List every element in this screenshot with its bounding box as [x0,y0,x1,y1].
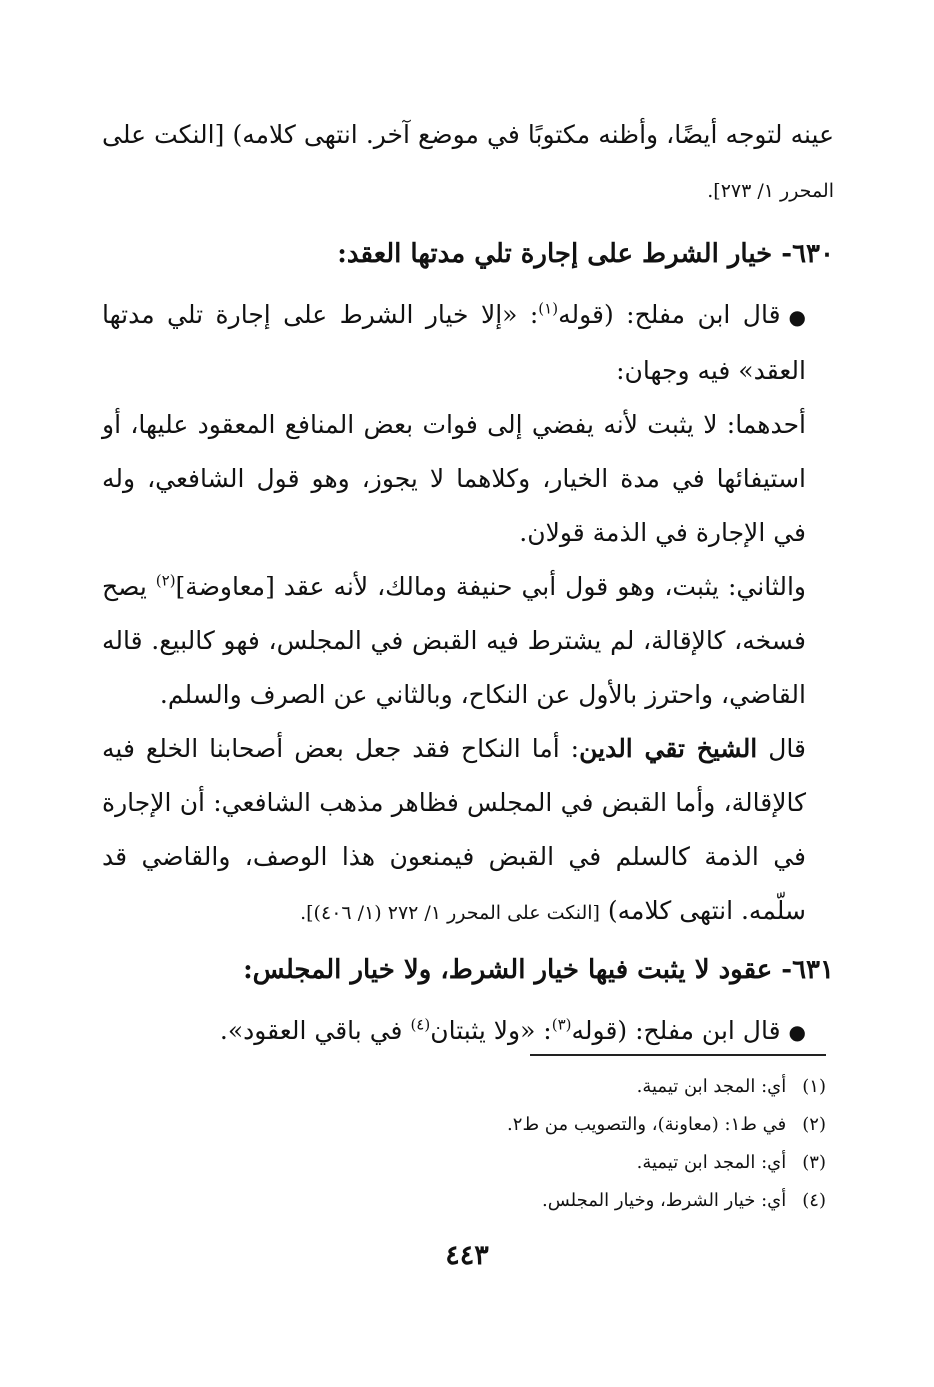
footnote-item [226,1106,826,1144]
footnote-number: (١) [802,1076,826,1097]
bullet-icon: ● [788,1020,806,1044]
section-heading-631: ٦٣١- عقود لا يثبت فيها خيار الشرط، ولا خيار المجلس: [243,954,834,985]
footnote-divider [530,1054,826,1056]
footnote-item [226,1182,826,1220]
paragraph-text: والثاني: يثبت، وهو قول أبي حنيفة ومالك، لأنه عقد [معاوضة] [175,571,806,601]
paragraph-first-view: أحدهما: لا يثبت لأنه يفضي إلى فوات بعض المنافع المعقود عليها، أو استيفائها في مدة الخيار، وكلاهما لا يجوز، وهو قول الشافعي، وله في الإجارة في الذمة قولان. [102,409,806,547]
paragraph-text: : «إلا خيار الشرط على إجارة تلي مدتها العقد» فيه وجهان: [102,300,806,385]
footnote-ref[interactable]: (٣) [551,1015,572,1034]
paragraph-continuation [102,108,834,218]
paragraph-text: عينه لتوجه أيضًا، وأظنه مكتوبًا في موضع آخر. انتهى كلامه) [النكت على [102,120,834,149]
paragraph-sheikh-taqi-al-din [102,722,834,940]
page-number: ٤٤٣ [445,1240,489,1271]
footnotes [226,1068,826,1220]
paragraph-text: يصح فسخه، كالإقالة، لم يشترط فيه القبض في المجلس، فهو كالبيع. قاله القاضي، واحترز بالأول عن النكاح، وبالثاني عن الصرف والسلم. [102,571,806,709]
footnote-item [226,1144,826,1182]
footnote-number: (٣) [802,1152,826,1173]
footnote-text: أي: خيار الشرط، وخيار المجلس. [541,1190,787,1211]
paragraph-text: في باقي العقود». [219,1015,411,1045]
paragraph-text: قال ابن مفلح: (قوله [558,300,781,329]
paragraph-text: : «ولا يثبتان [430,1015,552,1045]
footnote-item [226,1068,826,1106]
footnote-ref[interactable]: (١) [538,299,559,318]
paragraph-text: : أما النكاح فقد جعل بعض أصحابنا الخلع فيه كالإقالة، وأما القبض في المجلس فظاهر مذهب الشافعي: أن الإجارة في الذمة كالسلم في القبض فيمنعون هذا الوصف، والقاضي قد سلّمه. انتهى كلامه) [102,733,806,925]
footnote-text: أي: المجد ابن تيمية. [636,1076,787,1097]
paragraph-ibn-muflih-631 [102,1004,834,1060]
footnote-text: في ط١: (معاونة)، والتصويب من ط٢. [507,1114,787,1135]
paragraph-text: قال [757,733,806,763]
source-citation: [النكت على المحرر ١/ ٢٧٢ (١/ ٤٠٦)]. [300,901,600,924]
footnote-ref[interactable]: (٢) [155,571,176,590]
footnote-number: (٢) [802,1114,826,1135]
source-citation: المحرر ١/ ٢٧٣]. [707,180,834,202]
scholar-name: الشيخ تقي الدين [579,733,758,763]
footnote-ref[interactable]: (٤) [410,1015,431,1034]
footnote-number: (٤) [802,1190,826,1211]
bullet-icon: ● [788,304,806,329]
paragraph-second-view [102,560,834,722]
page-body [102,108,834,1059]
section-heading-630: ٦٣٠- خيار الشرط على إجارة تلي مدتها العقد: [337,239,834,269]
footnote-text: أي: المجد ابن تيمية. [636,1152,787,1173]
paragraph-ibn-muflih-630 [102,288,834,398]
paragraph-text: قال ابن مفلح: (قوله [571,1015,781,1045]
